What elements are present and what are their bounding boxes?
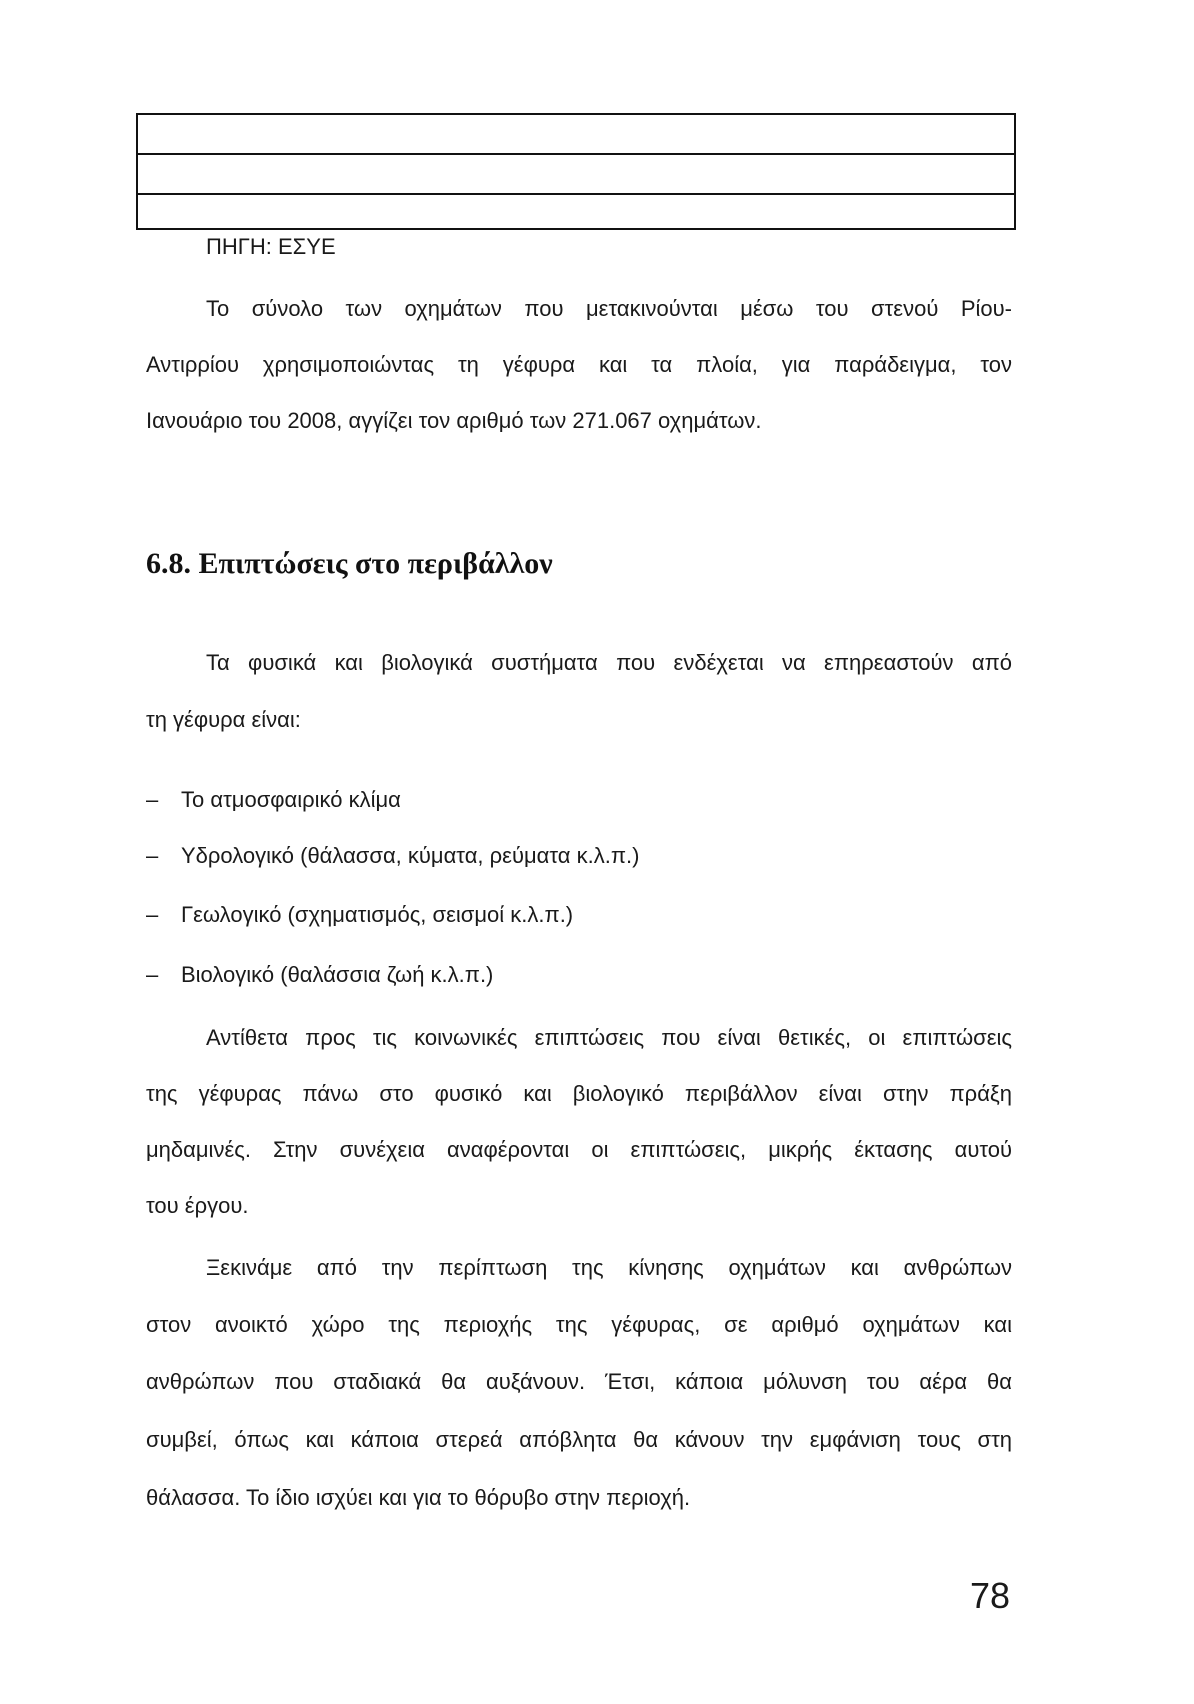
list-item-text: Το ατμοσφαιρικό κλίμα xyxy=(181,787,401,812)
table-row-divider xyxy=(138,153,1014,155)
list-item xyxy=(146,843,639,869)
list-item-text: Βιολογικό (θαλάσσια ζωή κ.λ.π.) xyxy=(181,962,494,987)
source-label: ΠΗΓΗ: ΕΣΥΕ xyxy=(206,234,336,259)
table-row-divider xyxy=(138,193,1014,195)
paragraph-line: Ξεκινάμε από την περίπτωση της κίνησης οχημάτων και ανθρώπων xyxy=(206,1255,1012,1280)
list-dash: – xyxy=(146,902,159,927)
list-dash: – xyxy=(146,962,159,987)
paragraph-line: της γέφυρας πάνω στο φυσικό και βιολογικό περιβάλλον είναι στην πράξη xyxy=(146,1081,1012,1106)
intro-paragraph-line: Αντιρρίου χρησιμοποιώντας τη γέφυρα και τα πλοία, για παράδειγμα, τον xyxy=(146,352,1012,377)
paragraph-line: θάλασσα. Το ίδιο ισχύει και για το θόρυβο στην περιοχή. xyxy=(146,1485,691,1510)
table-bottom-border xyxy=(136,228,1016,230)
list-dash: – xyxy=(146,787,159,812)
section-heading: 6.8. Επιπτώσεις στο περιβάλλον xyxy=(146,547,553,580)
paragraph-line: στον ανοικτό χώρο της περιοχής της γέφυρας, σε αριθμό οχημάτων και xyxy=(146,1312,1012,1337)
paragraph-line: του έργου. xyxy=(146,1193,249,1218)
intro-paragraph-line: Ιανουάριο του 2008, αγγίζει τον αριθμό των 271.067 οχημάτων. xyxy=(146,408,762,433)
list-item xyxy=(146,962,493,988)
paragraph-line: ανθρώπων που σταδιακά θα αυξάνουν. Έτσι, κάποια μόλυνση του αέρα θα xyxy=(146,1369,1012,1394)
table-remnant xyxy=(136,113,1016,230)
list-dash: – xyxy=(146,843,159,868)
paragraph-line: μηδαμινές. Στην συνέχεια αναφέρονται οι επιπτώσεις, μικρής έκτασης αυτού xyxy=(146,1137,1012,1162)
intro-paragraph-line: Το σύνολο των οχημάτων που μετακινούνται μέσω του στενού Ρίου- xyxy=(206,296,1012,321)
list-item-text: Υδρολογικό (θάλασσα, κύματα, ρεύματα κ.λ.π.) xyxy=(181,843,640,868)
paragraph-line: συμβεί, όπως και κάποια στερεά απόβλητα θα κάνουν την εμφάνιση τους στη xyxy=(146,1427,1012,1452)
page-number: 78 xyxy=(969,1575,1010,1616)
list-item xyxy=(146,787,401,813)
list-item xyxy=(146,902,573,928)
section-intro-line: Τα φυσικά και βιολογικά συστήματα που ενδέχεται να επηρεαστούν από xyxy=(206,650,1012,675)
list-item-text: Γεωλογικό (σχηματισμός, σεισμοί κ.λ.π.) xyxy=(181,902,574,927)
section-intro-line: τη γέφυρα είναι: xyxy=(146,707,301,732)
paragraph-line: Αντίθετα προς τις κοινωνικές επιπτώσεις που είναι θετικές, οι επιπτώσεις xyxy=(206,1025,1012,1050)
